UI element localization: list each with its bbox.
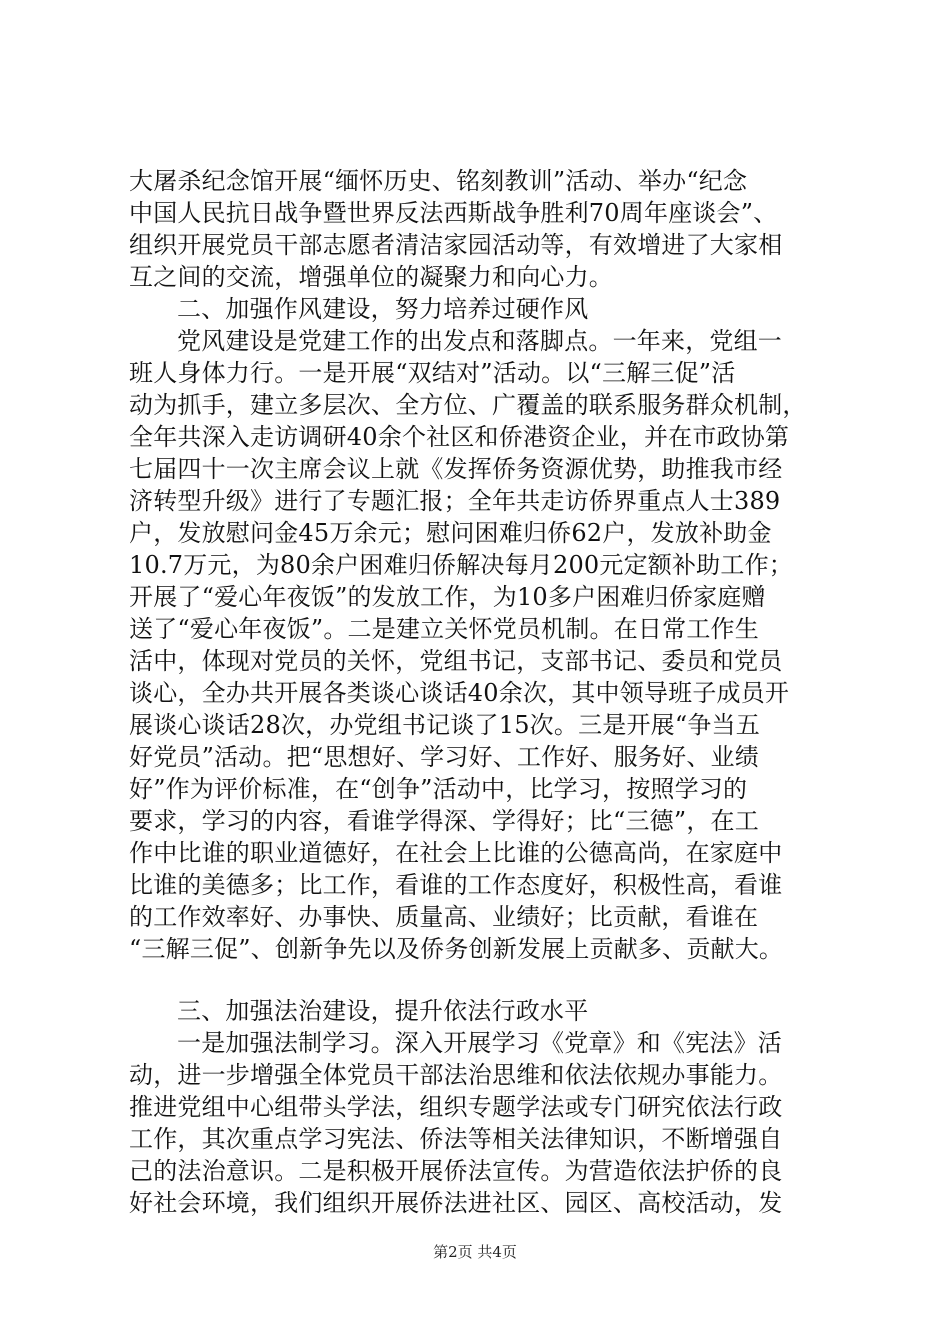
text-line: 好党员”活动。把“思想好、学习好、工作好、服务好、业绩 (129, 743, 759, 771)
text-line: 谈心，全办共开展各类谈心谈话40余次，其中领导班子成员开 (129, 679, 790, 707)
text-line: 10.7万元，为80余户困难归侨解决每月200元定额补助工作； (129, 551, 793, 579)
text-line: 动为抓手，建立多层次、全方位、广覆盖的联系服务群众机制， (129, 391, 807, 419)
text-line: 七届四十一次主席会议上就《发挥侨务资源优势，助推我市经 (129, 455, 783, 483)
text-line: 中国人民抗日战争暨世界反法西斯战争胜利70周年座谈会”、 (129, 199, 778, 227)
text-line: 活中，体现对党员的关怀，党组书记，支部书记、委员和党员 (129, 647, 783, 675)
text-line: 全年共深入走访调研40余个社区和侨港资企业，并在市政协第 (129, 423, 790, 451)
page-number: 第2页 共4页 (433, 1243, 517, 1261)
text-line: 展谈心谈话28次，办党组书记谈了15次。三是开展“争当五 (129, 711, 760, 739)
paragraph-gap (129, 965, 849, 995)
text-line: 动，进一步增强全体党员干部法治思维和依法依规办事能力。 (129, 1061, 783, 1089)
page-footer (0, 1242, 950, 1262)
text-line: 户，发放慰问金45万余元；慰问困难归侨62户，发放补助金 (129, 519, 772, 547)
text-line: 好”作为评价标准，在“创争”活动中，比学习，按照学习的 (129, 775, 748, 803)
text-line: 要求，学习的内容，看谁学得深、学得好；比“三德”，在工 (129, 807, 759, 835)
text-line: 班人身体力行。一是开展“双结对”活动。以“三解三促”活 (129, 359, 736, 387)
text-line: 大屠杀纪念馆开展“缅怀历史、铭刻教训”活动、举办“纪念 (129, 167, 748, 195)
text-line: 作中比谁的职业道德好，在社会上比谁的公德高尚，在家庭中 (129, 839, 783, 867)
text-line: 组织开展党员干部志愿者清洁家园活动等，有效增进了大家相 (129, 231, 783, 259)
section-heading: 二、加强作风建设，努力培养过硬作风 (177, 295, 589, 323)
document-body (129, 165, 849, 1219)
text-line: 好社会环境，我们组织开展侨法进社区、园区、高校活动，发 (129, 1189, 783, 1217)
text-line: 推进党组中心组带头学法，组织专题学法或专门研究依法行政 (129, 1093, 783, 1121)
text-line: 党风建设是党建工作的出发点和落脚点。一年来，党组一 (177, 327, 782, 355)
text-line: 一是加强法制学习。深入开展学习《党章》和《宪法》活 (177, 1029, 782, 1057)
text-line: 开展了“爱心年夜饭”的发放工作，为10多户困难归侨家庭赠 (129, 583, 766, 611)
text-line: 比谁的美德多；比工作，看谁的工作态度好，积极性高，看谁 (129, 871, 783, 899)
text-line: 互之间的交流，增强单位的凝聚力和向心力。 (129, 263, 613, 291)
text-line: “三解三促”、创新争先以及侨务创新发展上贡献多、贡献大。 (129, 935, 784, 963)
text-line: 的工作效率好、办事快、质量高、业绩好；比贡献，看谁在 (129, 903, 759, 931)
section-heading: 三、加强法治建设，提升依法行政水平 (177, 997, 589, 1025)
text-line: 送了“爱心年夜饭”。二是建立关怀党员机制。在日常工作生 (129, 615, 759, 643)
text-line: 己的法治意识。二是积极开展侨法宣传。为营造依法护侨的良 (129, 1157, 783, 1185)
text-line: 工作，其次重点学习宪法、侨法等相关法律知识，不断增强自 (129, 1125, 783, 1153)
text-line: 济转型升级》进行了专题汇报；全年共走访侨界重点人士389 (129, 487, 781, 515)
